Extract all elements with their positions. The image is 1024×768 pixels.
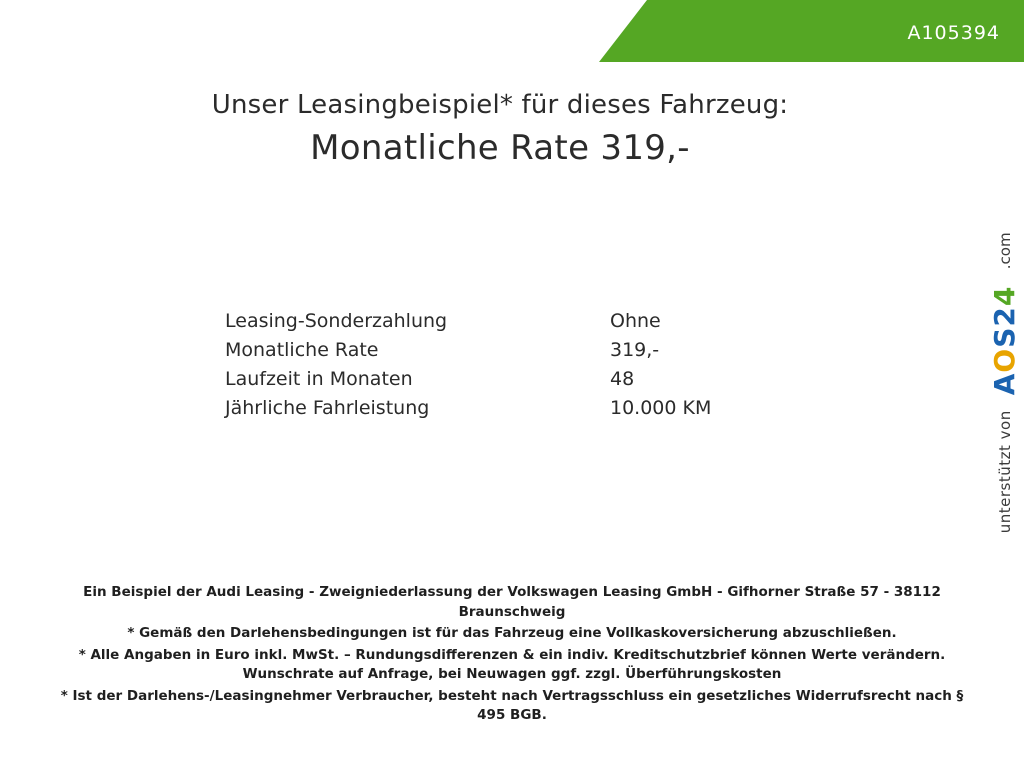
table-row xyxy=(225,310,711,339)
aos24-logo-s: S xyxy=(988,326,1021,348)
table-row xyxy=(225,397,711,426)
brand-name-first: FESER xyxy=(72,14,189,49)
table-row xyxy=(225,368,711,397)
spec-value: 319,- xyxy=(610,339,660,361)
aos24-logo-o: O xyxy=(988,347,1021,373)
legal-line-2: * Gemäß den Darlehensbedingungen ist für das Fahrzeug eine Vollkaskoversicherung abzuschließen. xyxy=(127,625,897,642)
spec-label: Jährliche Fahrleistung xyxy=(225,397,430,419)
spec-label: Leasing-Sonderzahlung xyxy=(225,310,448,332)
spec-value: Ohne xyxy=(610,310,661,332)
spec-value: 10.000 KM xyxy=(610,397,712,419)
aos24-domain-suffix: .com xyxy=(996,232,1014,269)
legal-line-1: Ein Beispiel der Audi Leasing - Zweigniederlassung der Volkswagen Leasing GmbH - Gifhorner Straße 57 - 38112 Braunschweig xyxy=(83,584,941,620)
aos24-logo-4: 4 xyxy=(988,285,1021,307)
brand-name-second: GRAF xyxy=(242,14,342,49)
leasing-details-table xyxy=(225,310,711,426)
sponsor-caption: unterstützt von xyxy=(996,410,1014,534)
spec-label: Laufzeit in Monaten xyxy=(225,368,413,390)
aos24-logo-2: 2 xyxy=(988,306,1021,327)
clover-icon xyxy=(202,21,228,47)
legal-line-3: * Alle Angaben in Euro inkl. MwSt. – Rundungsdifferenzen & ein indiv. Kreditschutzbrief können Werte verändern. Wunschrate auf Anfrage, bei Neuwagen ggf. zzgl. Überführungskosten xyxy=(78,646,946,683)
aos24-logo xyxy=(988,275,1021,395)
sponsor-sidebar xyxy=(988,232,1021,534)
spec-value: 48 xyxy=(610,368,635,390)
page-title xyxy=(0,90,1000,168)
table-row xyxy=(225,339,711,368)
spec-label: Monatliche Rate xyxy=(225,339,379,361)
page-header xyxy=(0,0,1024,62)
legal-disclaimer xyxy=(0,583,1024,728)
page-title-rate: Monatliche Rate 319,- xyxy=(310,128,690,168)
stock-number: A105394 xyxy=(907,22,1000,44)
brand-logo xyxy=(72,14,342,49)
aos24-logo-a: A xyxy=(988,372,1021,396)
page-title-subheading: Unser Leasingbeispiel* für dieses Fahrzeug: xyxy=(211,90,789,120)
legal-line-4: * Ist der Darlehens-/Leasingnehmer Verbraucher, besteht nach Vertragsschluss ein gesetzliches Widerrufsrecht nach § 495 BGB. xyxy=(60,687,964,724)
